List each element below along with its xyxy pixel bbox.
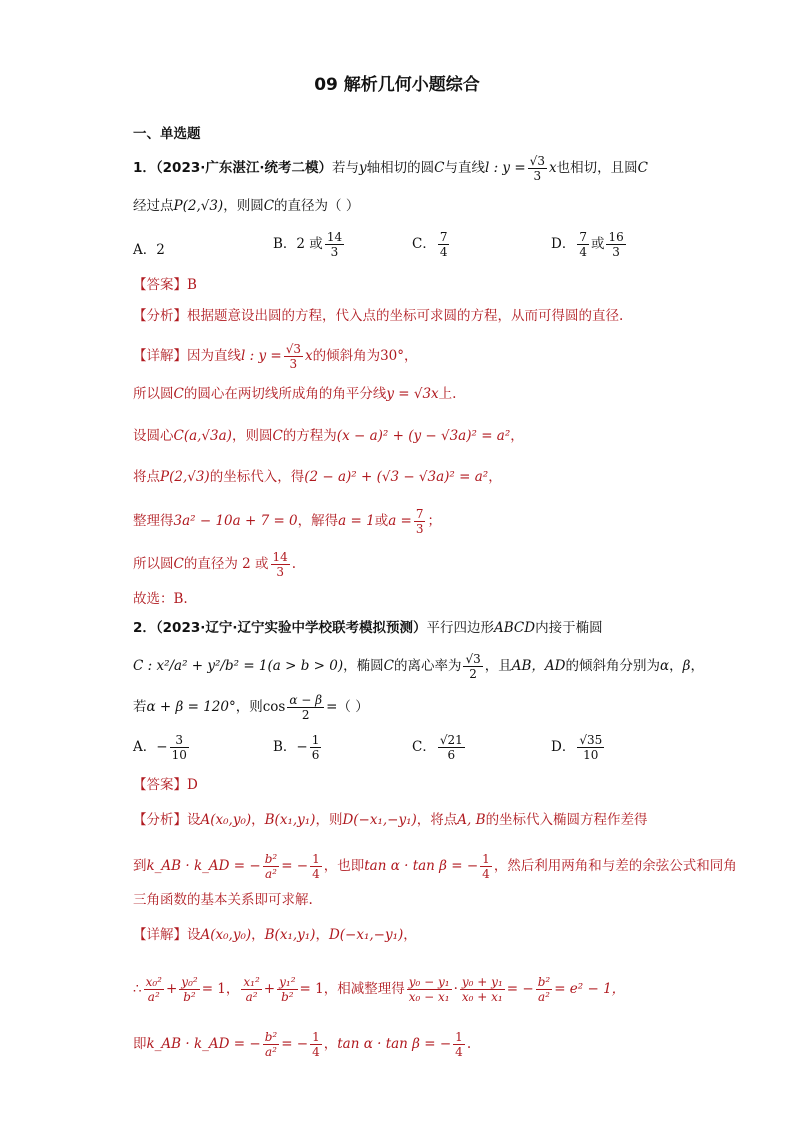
q1-text: 轴相切的圆: [366, 160, 435, 176]
q2-fraction: $\frac{\alpha - \beta}{2}$: [289, 693, 323, 722]
q1-text: ，则圆: [223, 198, 264, 214]
q1-math: C: [263, 198, 275, 214]
q2-text: ，: [669, 658, 683, 674]
q1-math: y: [359, 160, 367, 176]
q2-stem-line2: [133, 652, 704, 681]
q1-text: 经过点: [133, 198, 174, 214]
q2-math: ABCD: [494, 620, 536, 636]
q2-option-c: C． $\frac{√21}{6}$: [412, 733, 463, 762]
q1-text: 也相切，且圆: [556, 160, 638, 176]
q1-source: （2023·广东湛江·统考二模）: [155, 160, 332, 176]
q2-text: ，: [690, 658, 704, 674]
section-heading: 一、单选题: [133, 126, 201, 142]
q1-text: 的直径为（ ）: [274, 198, 360, 214]
q2-option-b: B．− $\frac{1}{6}$: [273, 733, 320, 762]
q2-math: C: [383, 658, 394, 674]
q2-detail-line3: 即k_AB · k_AD = − $\frac{\text{b²}}{\text{a²}}$ = − $\frac{1}{4}$ ，tan α · tan β = − $\frac{1}{4}$ .: [133, 1030, 472, 1059]
q2-text: =（ ）: [326, 699, 369, 715]
q1-option-a: A．2: [133, 242, 165, 258]
q2-math: β: [682, 658, 691, 674]
q2-text: 的倾斜角分别为: [565, 658, 660, 674]
q2-math: cos: [262, 699, 286, 715]
q2-math: α: [660, 658, 670, 674]
q1-conclusion: 故选：B.: [133, 591, 188, 607]
page-title: 09 解析几何小题综合: [314, 75, 480, 95]
q1-math: P(2,√3): [173, 198, 224, 214]
q1-detail-line2: 所以圆C的圆心在两切线所成角的角平分线y = √3x上.: [133, 386, 457, 402]
q1-detail-line4: 将点P(2,√3)的坐标代入，得(2 − a)² + (√3 − √3a)² = a²，: [133, 469, 502, 485]
q2-text: 平行四边形: [426, 620, 494, 636]
q2-text: 的离心率为: [393, 658, 462, 674]
q2-option-a: A．− $\frac{3}{10}$: [133, 733, 187, 762]
q2-math: C : x²/a² + y²/b² = 1(a > b > 0): [133, 658, 344, 674]
q1-text: 与直线: [444, 160, 485, 176]
q2-analysis-line1: 【分析】设A(x₀,y₀)，B(x₁,y₁)，则D(−x₁,−y₁)，将点A, B的坐标代入椭圆方程作差得: [133, 812, 648, 828]
q2-text: ，则: [235, 699, 263, 715]
q2-text: ，且: [484, 658, 512, 674]
q2-fraction: $\frac{√3}{2}$: [465, 652, 481, 681]
q1-detail-line3: 设圆心C(a,√3a)，则圆C的方程为(x − a)² + (y − √3a)² = a²，: [133, 428, 524, 444]
q2-option-d: D． $\frac{√35}{10}$: [551, 733, 603, 762]
q2-number: 2．: [133, 620, 156, 636]
q2-detail-line2: ∴ $\frac{\text{x₀²}}{\text{a²}}$ + $\frac{\text{y₀²}}{\text{b²}}$ = 1， $\frac{\text{x₁²}}{\text{a²}}$ + $\frac{\text{y₁²}}{\text{b²}}$ = 1，相减整理得 $\frac{\text{y₀ − y₁}}{\text{x₀ − x₁}}$ · $\frac{\text{y₀ + y₁}}{\text{x₀ + x₁}}$ = − $\frac{\text{b²}}{\text{a²}}$ = e² − 1，: [133, 975, 626, 1004]
q2-math: AB，AD: [511, 658, 566, 674]
q1-option-d: D． $\frac{7}{4}$ 或 $\frac{16}{3}$: [551, 230, 624, 259]
q2-answer: 【答案】D: [133, 777, 198, 793]
q2-text: 内接于椭圆: [535, 620, 603, 636]
q1-math: C: [637, 160, 648, 176]
q1-math: x: [548, 160, 557, 176]
q2-source: （2023·辽宁·辽宁实验中学校联考模拟预测）: [155, 620, 427, 636]
q1-option-c: C． $\frac{7}{4}$: [412, 230, 448, 259]
q2-text: ，椭圆: [343, 658, 384, 674]
q2-stem-line1: [133, 618, 603, 638]
q1-analysis: 【分析】根据题意设出圆的方程，代入点的坐标可求圆的方程，从而可得圆的直径.: [133, 308, 624, 324]
q2-math: α + β = 120°: [146, 699, 236, 715]
q1-answer: 【答案】B: [133, 277, 197, 293]
q1-stem-line1: [133, 154, 648, 183]
q2-analysis-line2: 到k_AB · k_AD = − $\frac{\text{b²}}{\text{a²}}$ = − $\frac{1}{4}$ ，也即tan α · tan β = − $\frac{1}{4}$ ，然后利用两角和与差的余弦公式和同角: [133, 852, 737, 881]
q1-stem-line2: [133, 196, 359, 216]
q1-text: 若与: [332, 160, 359, 176]
q1-math: C: [434, 160, 445, 176]
q2-stem-line3: [133, 693, 369, 722]
q1-detail-line6: 所以圆C的直径为 2 或 $\frac{14}{3}$ .: [133, 550, 297, 579]
q2-text: 若: [133, 699, 147, 715]
q1-detail-line5: 整理得3a² − 10a + 7 = 0，解得a = 1或a = $\frac{7}{3}$ ；: [133, 507, 441, 536]
q1-option-b: B．2 或 $\frac{14}{3}$: [273, 230, 343, 259]
q1-math: l : y =: [484, 160, 526, 176]
q1-number: 1．: [133, 160, 156, 176]
q2-analysis-line3: 三角函数的基本关系即可求解.: [133, 892, 313, 908]
q1-detail-line1: 【详解】因为直线l : y = $\frac{√3}{3}$ x的倾斜角为30°，: [133, 342, 418, 371]
q1-fraction: $\frac{√3}{3}$: [529, 154, 545, 183]
q2-detail-line1: 【详解】设A(x₀,y₀)，B(x₁,y₁)，D(−x₁,−y₁)，: [133, 927, 417, 943]
